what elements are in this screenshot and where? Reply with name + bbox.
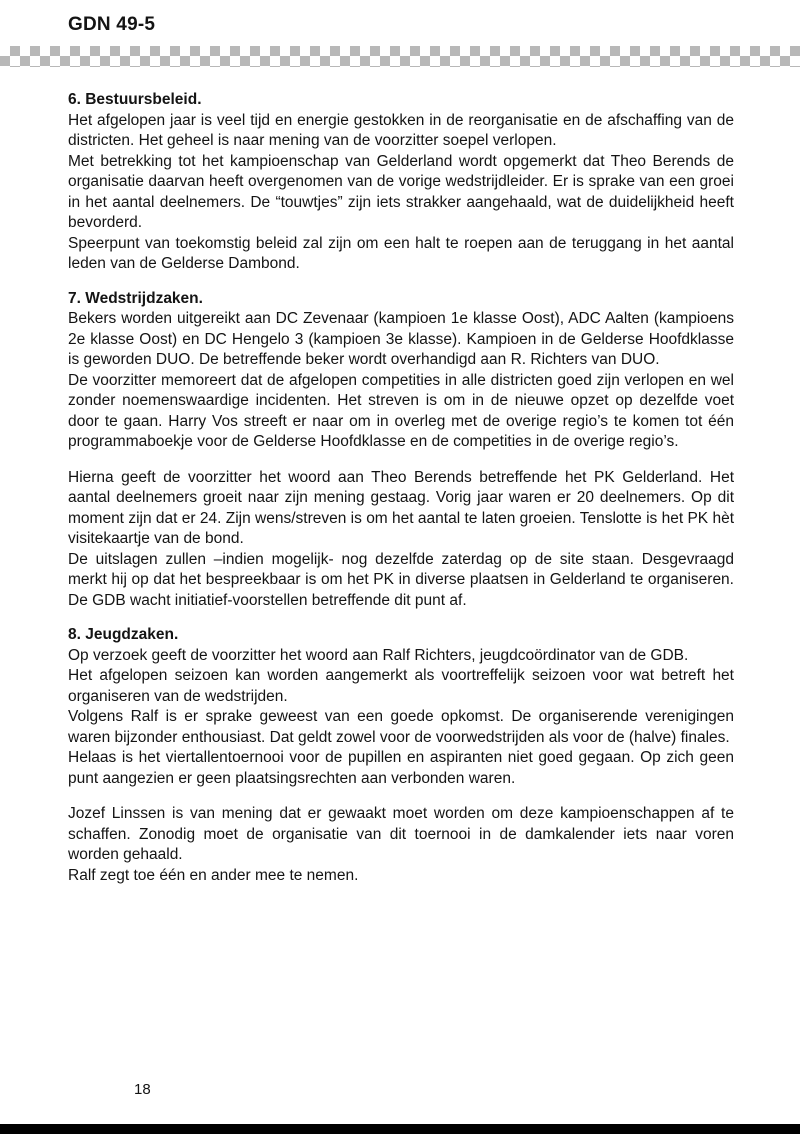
section-heading-wedstrijdzaken: 7. Wedstrijdzaken. xyxy=(68,289,203,307)
checkered-band-decoration xyxy=(0,46,800,67)
paragraph: Ralf zegt toe één en ander mee te nemen. xyxy=(68,866,359,884)
paragraph: Helaas is het viertallentoernooi voor de pupillen en aspiranten niet goed gegaan. Op zich geen punt aangezien er geen plaatsingsrechten aan verbonden waren. xyxy=(68,749,734,787)
paragraph: Jozef Linssen is van mening dat er gewaakt moet worden om deze kampioenschappen af te schaffen. Zonodig moet de organisatie van dit toernooi in de damkalender iets naar voren worden gehaald. xyxy=(68,805,734,863)
bottom-scan-edge-bar xyxy=(0,1124,800,1134)
paragraph: De uitslagen zullen –indien mogelijk- nog dezelfde zaterdag op de site staan. Desgevraagd merkt hij op dat het bespreekbaar is om het PK in diverse plaatsen in Gelderland te organiseren. De GDB wacht initiatief-voorstellen betreffende dit punt af. xyxy=(68,550,734,609)
section-bestuursbeleid xyxy=(68,90,734,275)
document-body xyxy=(68,90,734,886)
section-heading-jeugdzaken: 8. Jeugdzaken. xyxy=(68,626,179,643)
paragraph: Het afgelopen seizoen kan worden aangemerkt als voortreffelijk seizoen voor wat betreft het organiseren van de wedstrijden. xyxy=(68,667,734,705)
paragraph: Met betrekking tot het kampioenschap van Gelderland wordt opgemerkt dat Theo Berends de organisatie daarvan heeft overgenomen van de vorige wedstrijdleider. Er is sprake van een groei in het aantal deelnemers. De “touwtjes” zijn iets strakker aangehaald, wat de duidelijkheid heeft bevorderd. xyxy=(68,152,734,231)
paragraph: Hierna geeft de voorzitter het woord aan Theo Berends betreffende het PK Gelderland. Het aantal deelnemers groeit naar zijn mening gestaag. Vorig jaar waren er 20 deelnemers. Op dit moment zijn dat er 24. Zijn wens/streven is om het aantal te laten groeien. Tenslotte is het PK hèt visitekaartje van de bond. xyxy=(68,468,734,547)
paragraph: Speerpunt van toekomstig beleid zal zijn om een halt te roepen aan de teruggang in het aantal leden van de Gelderse Dambond. xyxy=(68,234,734,272)
paragraph: Het afgelopen jaar is veel tijd en energie gestokken in de reorganisatie en de afschaffing van de districten. Het geheel is naar mening van de voorzitter soepel verlopen. xyxy=(68,111,734,149)
section-heading-bestuursbeleid: 6. Bestuursbeleid. xyxy=(68,91,202,108)
paragraph: Volgens Ralf is er sprake geweest van een goede opkomst. De organiserende verenigingen waren bijzonder enthousiast. Dat geldt zowel voor de voorwedstrijden als voor de (halve) finales. xyxy=(68,708,734,746)
paragraph: Bekers worden uitgereikt aan DC Zevenaar (kampioen 1e klasse Oost), ADC Aalten (kampioens 2e klasse Oost) en DC Hengelo 3 (kampioen 3e klasse). Kampioen in de Gelderse Hoofdklasse is geworden DUO. De betreffende beker wordt overhandigd aan R. Richters van DUO. xyxy=(68,310,734,368)
paragraph: De voorzitter memoreert dat de afgelopen competities in alle districten goed zijn verlopen en wel zonder noemenswaardige incidenten. Het streven is om in de nieuwe opzet op dezelfde voet door te gaan. Harry Vos streeft er naar om in overleg met de overige regio’s te komen tot één programmaboekje voor de Gelderse Hoofdklasse en de competities in de overige regio’s. xyxy=(68,371,734,450)
page-number: 18 xyxy=(134,1081,151,1098)
document-title: GDN 49-5 xyxy=(68,14,156,35)
section-jeugdzaken xyxy=(68,625,734,886)
section-wedstrijdzaken xyxy=(68,289,734,612)
paragraph: Op verzoek geeft de voorzitter het woord aan Ralf Richters, jeugdcoördinator van de GDB. xyxy=(68,646,689,664)
